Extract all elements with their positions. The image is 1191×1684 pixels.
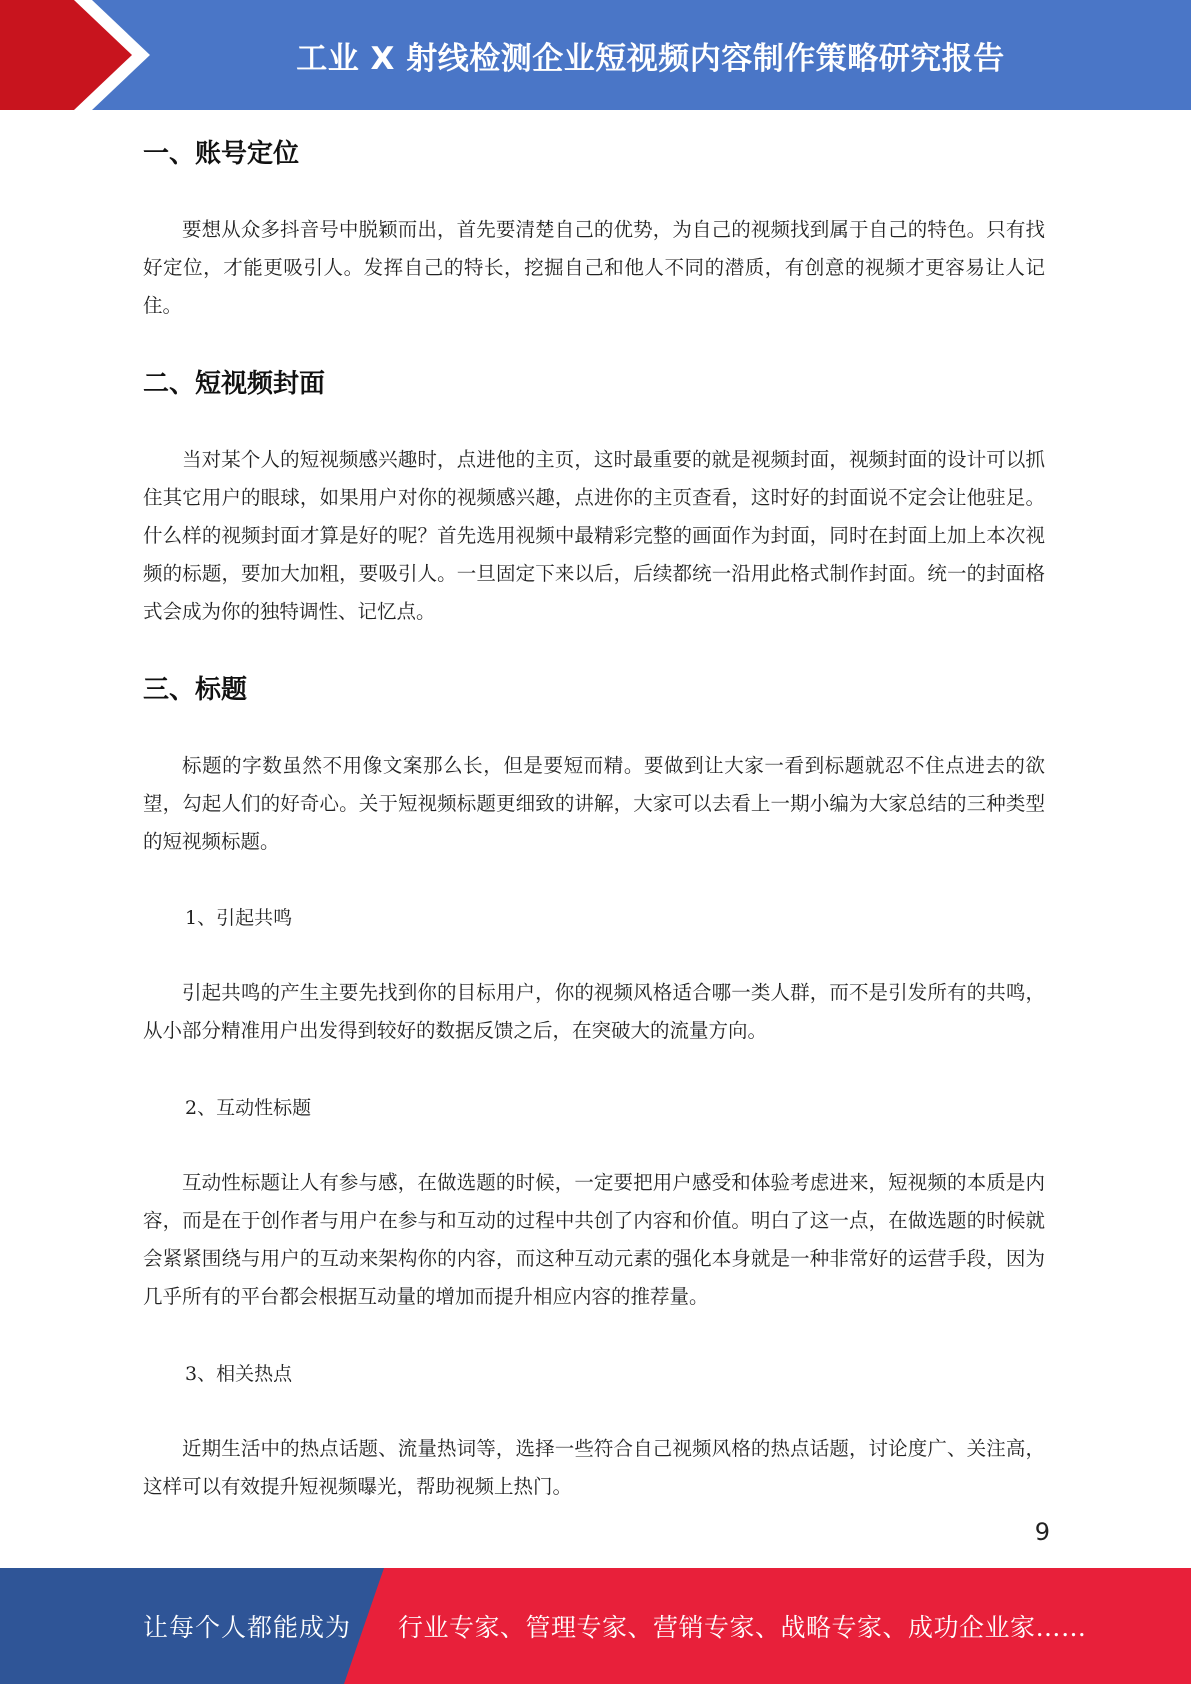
header-band: [0, 0, 1191, 110]
section-heading: 一、账号定位: [143, 139, 300, 169]
paragraph: 当对某个人的短视频感兴趣时，点进他的主页，这时最重要的就是视频封面，视频封面的设计可以抓住其它用户的眼球，如果用户对你的视频感兴趣，点进你的主页查看，这时好的封面说不定会让他驻足。什么样的视频封面才算是好的呢？首先选用视频中最精彩完整的画面作为封面，同时在封面上加上本次视频的标题，要加大加粗，要吸引人。一旦固定下来以后，后续都统一沿用此格式制作封面。统一的封面格式会成为你的独特调性、记忆点。: [143, 448, 1045, 623]
page-number: 9: [1034, 1518, 1050, 1546]
paragraph: 标题的字数虽然不用像文案那么长，但是要短而精。要做到让大家一看到标题就忍不住点进去的欲望，勾起人们的好奇心。关于短视频标题更细致的讲解，大家可以去看上一期小编为大家总结的三种类型的短视频标题。: [143, 754, 1045, 853]
paragraph: 引起共鸣的产生主要先找到你的目标用户，你的视频风格适合哪一类人群，而不是引发所有的共鸣，从小部分精准用户出发得到较好的数据反馈之后，在突破大的流量方向。: [143, 981, 1045, 1042]
footer-slogan-right: 行业专家、管理专家、营销专家、战略专家、成功企业家……: [398, 1613, 1087, 1642]
report-title: 工业 X 射线检测企业短视频内容制作策略研究报告: [296, 40, 1005, 77]
subsection-label: 2、互动性标题: [185, 1097, 312, 1119]
paragraph: 互动性标题让人有参与感，在做选题的时候，一定要把用户感受和体验考虑进来，短视频的本质是内容，而是在于创作者与用户在参与和互动的过程中共创了内容和价值。明白了这一点，在做选题的时候就会紧紧围绕与用户的互动来架构你的内容，而这种互动元素的强化本身就是一种非常好的运营手段，因为几乎所有的平台都会根据互动量的增加而提升相应内容的推荐量。: [143, 1171, 1045, 1308]
footer-slogan-left: 让每个人都能成为: [143, 1613, 352, 1642]
subsection-label: 3、相关热点: [185, 1363, 293, 1385]
footer-band: [0, 1568, 1191, 1684]
section-heading: 三、标题: [143, 675, 248, 705]
paragraph: 近期生活中的热点话题、流量热词等，选择一些符合自己视频风格的热点话题，讨论度广、关注高，这样可以有效提升短视频曝光，帮助视频上热门。: [143, 1437, 1045, 1498]
paragraph: 要想从众多抖音号中脱颖而出，首先要清楚自己的优势，为自己的视频找到属于自己的特色。只有找好定位，才能更吸引人。发挥自己的特长，挖掘自己和他人不同的潜质，有创意的视频才更容易让人记住。: [143, 218, 1045, 317]
section-heading: 二、短视频封面: [143, 369, 326, 399]
header-red-chevron: [0, 0, 150, 110]
subsection-label: 1、引起共鸣: [185, 907, 293, 929]
